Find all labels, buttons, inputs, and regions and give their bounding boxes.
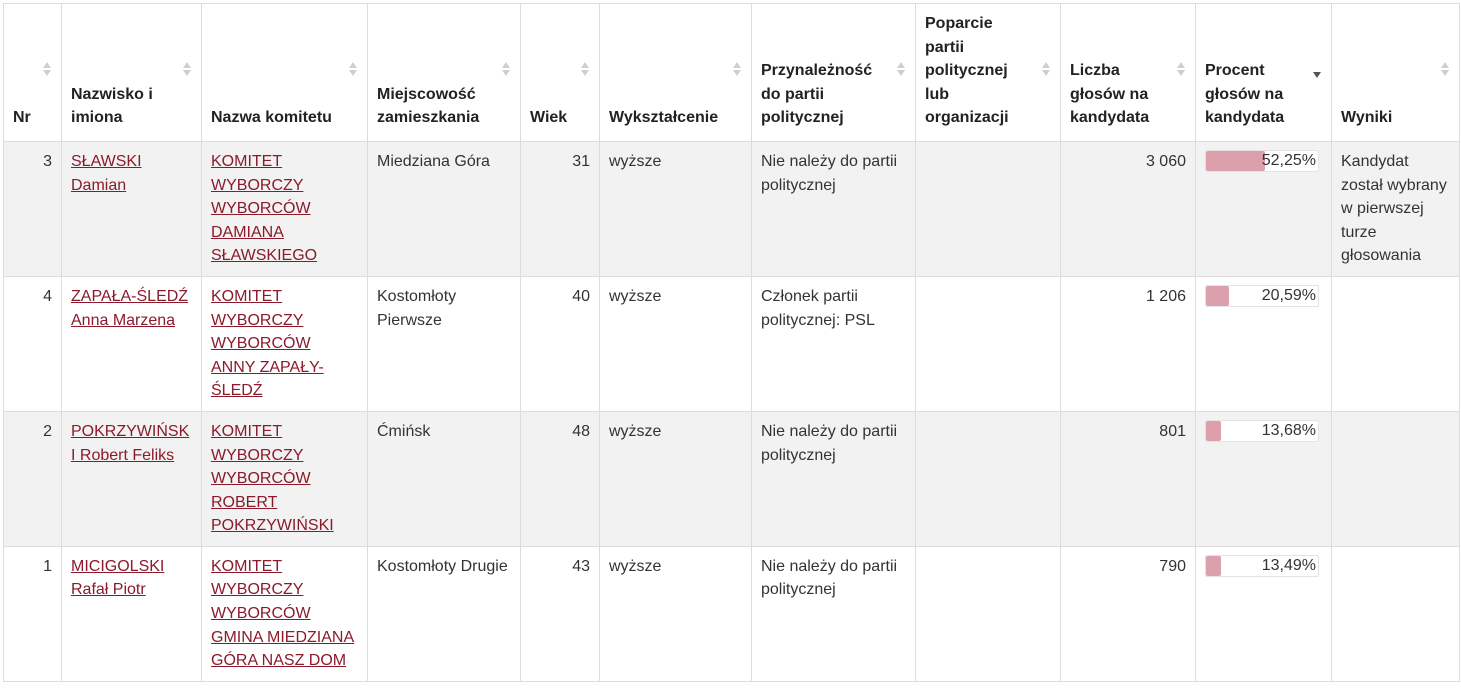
cell-votes: 1 206 (1061, 276, 1196, 411)
cell-votes: 790 (1061, 546, 1196, 681)
sort-arrows-icon[interactable] (1177, 62, 1187, 82)
header-label: Nazwisko i imiona (71, 85, 153, 127)
cell-education: wyższe (600, 546, 752, 681)
cell-age: 48 (521, 411, 600, 546)
cell-name (62, 546, 202, 681)
cell-place: Kostomłoty Pierwsze (368, 276, 521, 411)
header-name[interactable] (62, 4, 202, 142)
header-label: Procent głosów na kandydata (1205, 62, 1285, 127)
cell-party: Nie należy do partii politycznej (752, 411, 916, 546)
cell-name (62, 276, 202, 411)
percent-value: 13,49% (1261, 556, 1316, 574)
table-body (4, 141, 1460, 681)
sort-arrows-icon[interactable] (1441, 62, 1451, 82)
header-label: Wyniki (1341, 109, 1393, 127)
percent-value: 13,68% (1261, 421, 1316, 439)
cell-percent (1196, 411, 1332, 546)
header-support[interactable] (916, 4, 1061, 142)
committee-name-link[interactable]: KOMITET WYBORCZY WYBORCÓW DAMIANA SŁAWSKIEGO (211, 152, 318, 265)
table-row (4, 276, 1460, 411)
header-label: Nr (13, 109, 31, 127)
percent-bar (1205, 285, 1319, 307)
cell-nr: 4 (4, 276, 62, 411)
cell-percent (1196, 546, 1332, 681)
sort-arrows-icon[interactable] (1042, 62, 1052, 82)
sort-arrows-icon[interactable] (349, 62, 359, 82)
percent-bar-fill (1206, 556, 1221, 576)
committee-name-link[interactable]: KOMITET WYBORCZY WYBORCÓW ROBERT POKRZYWIŃSKI (211, 422, 334, 535)
header-result[interactable] (1332, 4, 1460, 142)
committee-name-link[interactable]: KOMITET WYBORCZY WYBORCÓW ANNY ZAPAŁY-ŚLEDŹ (211, 287, 324, 400)
header-education[interactable] (600, 4, 752, 142)
percent-bar (1205, 150, 1319, 172)
header-votes[interactable] (1061, 4, 1196, 142)
sort-arrows-icon[interactable] (502, 62, 512, 82)
cell-party: Nie należy do partii politycznej (752, 141, 916, 276)
header-label: Wykształcenie (609, 109, 719, 127)
header-age[interactable] (521, 4, 600, 142)
cell-result: Kandydat został wybrany w pierwszej turze głosowania (1332, 141, 1460, 276)
cell-percent (1196, 141, 1332, 276)
percent-bar-fill (1206, 151, 1265, 171)
committee-name-link[interactable]: KOMITET WYBORCZY WYBORCÓW GMINA MIEDZIANA GÓRA NASZ DOM (211, 557, 355, 670)
cell-support (916, 546, 1061, 681)
cell-education: wyższe (600, 411, 752, 546)
header-place[interactable] (368, 4, 521, 142)
cell-result (1332, 546, 1460, 681)
cell-support (916, 411, 1061, 546)
sort-descending-icon[interactable] (1313, 62, 1323, 82)
percent-bar (1205, 555, 1319, 577)
table-row (4, 546, 1460, 681)
header-committee[interactable] (202, 4, 368, 142)
candidates-table (3, 3, 1460, 682)
cell-name (62, 141, 202, 276)
header-label: Miejscowość zamieszkania (377, 85, 480, 127)
percent-bar-fill (1206, 286, 1229, 306)
cell-committee (202, 411, 368, 546)
candidate-name-link[interactable]: SŁAWSKI Damian (71, 152, 142, 194)
header-label: Przynależność do partii politycznej (761, 62, 873, 127)
cell-age: 43 (521, 546, 600, 681)
cell-place: Ćmińsk (368, 411, 521, 546)
sort-arrows-icon[interactable] (183, 62, 193, 82)
cell-education: wyższe (600, 141, 752, 276)
cell-education: wyższe (600, 276, 752, 411)
cell-committee (202, 276, 368, 411)
sort-arrows-icon[interactable] (897, 62, 907, 82)
cell-nr: 1 (4, 546, 62, 681)
cell-support (916, 141, 1061, 276)
cell-result (1332, 276, 1460, 411)
cell-party: Nie należy do partii politycznej (752, 546, 916, 681)
header-label: Liczba głosów na kandydata (1070, 62, 1150, 127)
cell-percent (1196, 276, 1332, 411)
cell-age: 40 (521, 276, 600, 411)
cell-result (1332, 411, 1460, 546)
sort-arrows-icon[interactable] (43, 62, 53, 82)
percent-value: 52,25% (1261, 151, 1316, 169)
header-percent[interactable] (1196, 4, 1332, 142)
header-nr[interactable] (4, 4, 62, 142)
table-row (4, 411, 1460, 546)
header-label: Nazwa komitetu (211, 109, 332, 127)
header-label: Wiek (530, 109, 568, 127)
cell-party: Członek partii politycznej: PSL (752, 276, 916, 411)
cell-committee (202, 141, 368, 276)
table-row (4, 141, 1460, 276)
cell-votes: 801 (1061, 411, 1196, 546)
cell-nr: 3 (4, 141, 62, 276)
percent-bar (1205, 420, 1319, 442)
cell-support (916, 276, 1061, 411)
cell-nr: 2 (4, 411, 62, 546)
header-label: Poparcie partii politycznej lub organizacji (925, 15, 1009, 127)
sort-arrows-icon[interactable] (581, 62, 591, 82)
table-header-row (4, 4, 1460, 142)
cell-place: Kostomłoty Drugie (368, 546, 521, 681)
cell-place: Miedziana Góra (368, 141, 521, 276)
cell-age: 31 (521, 141, 600, 276)
header-party[interactable] (752, 4, 916, 142)
sort-arrows-icon[interactable] (733, 62, 743, 82)
cell-committee (202, 546, 368, 681)
candidate-name-link[interactable]: MICIGOLSKI Rafał Piotr (71, 557, 165, 599)
cell-name (62, 411, 202, 546)
percent-bar-fill (1206, 421, 1221, 441)
percent-value: 20,59% (1261, 286, 1316, 304)
candidate-name-link[interactable]: ZAPAŁA-ŚLEDŹ Anna Marzena (71, 287, 189, 329)
cell-votes: 3 060 (1061, 141, 1196, 276)
candidate-name-link[interactable]: POKRZYWIŃSKI Robert Feliks (71, 422, 190, 464)
